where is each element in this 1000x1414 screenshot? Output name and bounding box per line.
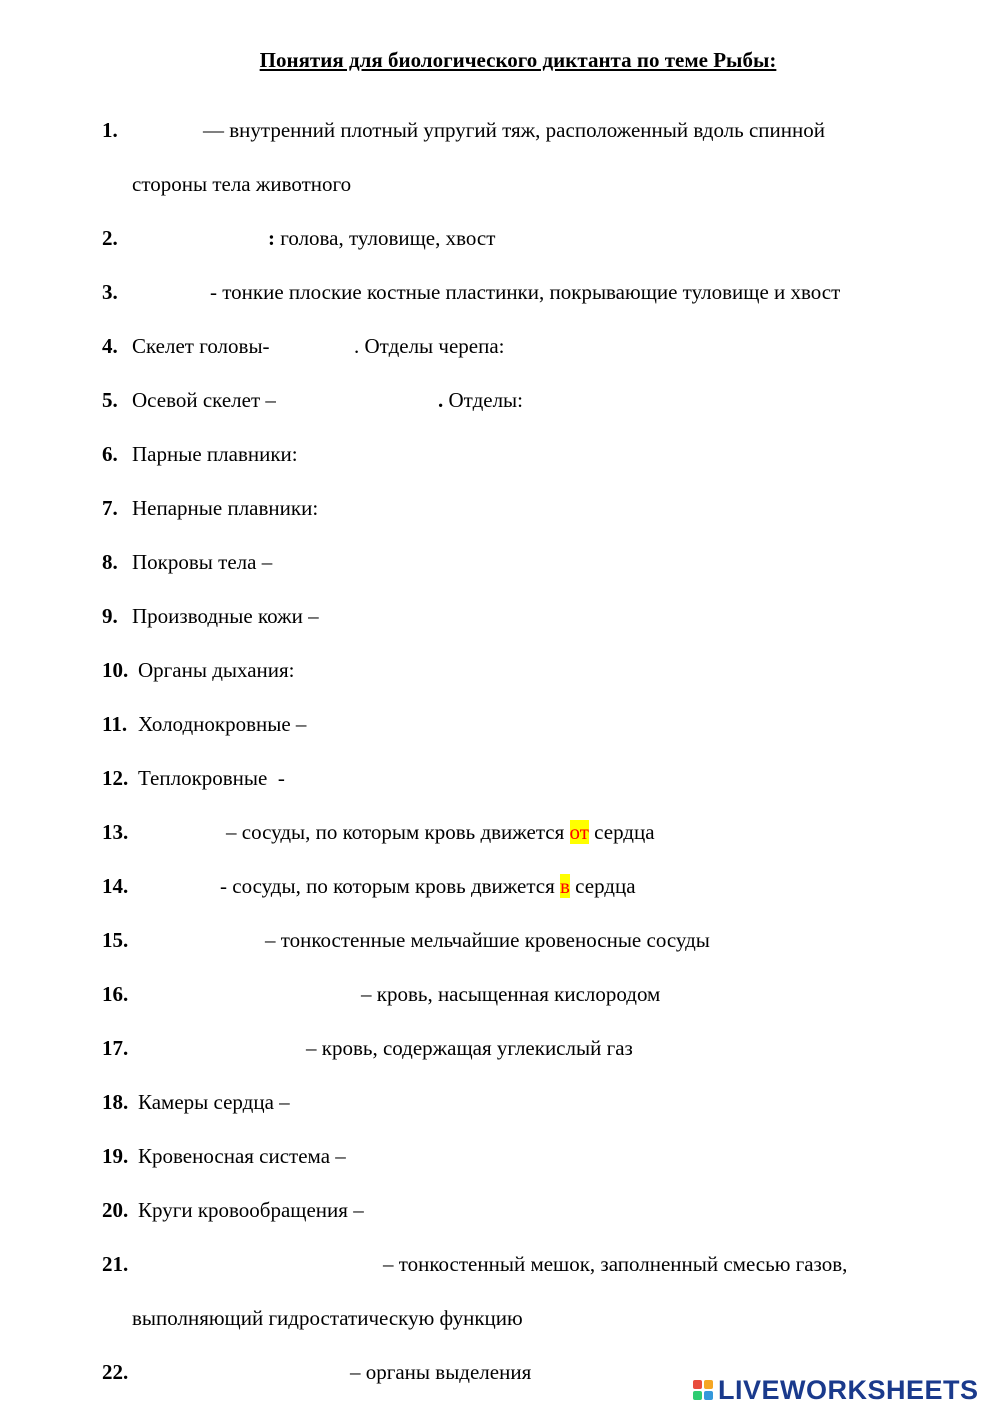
item-text: - сосуды, по которым кровь движется [220,874,560,898]
item-text: – тонкостенный мешок, заполненный смесью газов, [383,1252,848,1276]
item-text: Осевой скелет – [132,388,276,412]
item-number: 20. [102,1198,129,1222]
item-period: . [438,388,444,412]
item-text: - тонкие плоские костные пластинки, покрывающие туловище и хвост [210,280,841,304]
item-text: голова, туловище, хвост [275,226,496,250]
list-item [268,224,495,252]
item-number: 14. [102,874,129,898]
item-text: Непарные плавники: [132,496,319,520]
list-item [438,386,523,414]
logo-square [693,1380,702,1389]
item-text: – тонкостенные мельчайшие кровеносные сосуды [265,928,710,952]
item-number: 1. [102,118,118,142]
item-text: — внутренний плотный упругий тяж, расположенный вдоль спинной [203,118,825,142]
item-number: 7. [102,496,118,520]
item-number: 22. [102,1360,129,1384]
item-text-continuation: стороны тела животного [132,172,352,196]
item-text-continuation: выполняющий гидростатическую функцию [132,1306,523,1330]
page-title: Понятия для биологического диктанта по теме Рыбы: [259,48,777,72]
item-number: 16. [102,982,129,1006]
item-number: 3. [102,280,118,304]
item-number: 2. [102,226,118,250]
item-number: 12. [102,766,129,790]
item-text: – сосуды, по которым кровь движется [226,820,570,844]
list-item [220,872,636,900]
logo-text: LIVEWORKSHEETS [718,1374,979,1405]
item-colon: : [268,226,275,250]
item-number: 21. [102,1252,129,1276]
item-text: Кровеносная система – [138,1144,346,1168]
item-number: 6. [102,442,118,466]
item-text: Парные плавники: [132,442,298,466]
item-text: . Отделы черепа: [354,334,505,358]
logo-square [693,1391,702,1400]
list-item [0,116,204,144]
item-text: Круги кровообращения – [138,1198,364,1222]
item-number: 18. [102,1090,129,1114]
item-text: Производные кожи – [132,604,319,628]
logo-square [704,1380,713,1389]
item-text: Органы дыхания: [138,658,295,682]
item-number: 10. [102,658,129,682]
highlighted-word: в [560,874,570,898]
item-text: Покровы тела – [132,550,273,574]
item-number: 11. [102,712,128,736]
item-text: – кровь, насыщенная кислородом [361,982,661,1006]
item-number: 9. [102,604,118,628]
highlighted-word: от [569,820,589,844]
logo-square [704,1391,713,1400]
liveworksheets-logo-icon [693,1380,713,1400]
item-text: сердца [588,820,655,844]
item-number: 8. [102,550,118,574]
liveworksheets-logo[interactable] [693,1375,979,1405]
item-text: Холоднокровные – [138,712,307,736]
item-number: 5. [102,388,118,412]
item-text: – кровь, содержащая углекислый газ [306,1036,633,1060]
item-number: 19. [102,1144,129,1168]
item-text: Отделы: [443,388,523,412]
item-number: 17. [102,1036,129,1060]
item-text: – органы выделения [350,1360,532,1384]
list-item [226,818,655,846]
item-text: Скелет головы- [132,334,270,358]
item-text: Камеры сердца – [138,1090,290,1114]
item-text: сердца [569,874,636,898]
item-number: 13. [102,820,129,844]
item-number: 4. [102,334,118,358]
item-number: 15. [102,928,129,952]
item-text: Теплокровные - [138,766,285,790]
